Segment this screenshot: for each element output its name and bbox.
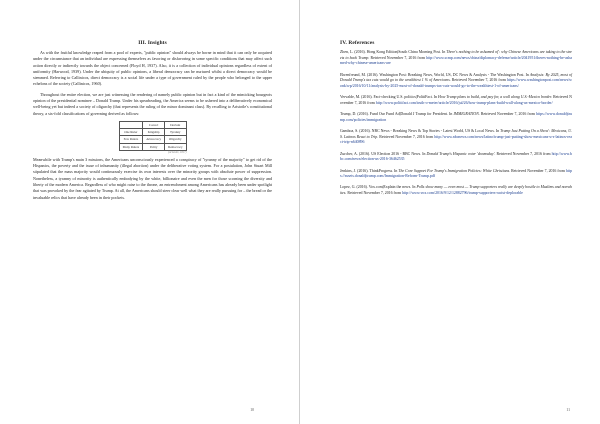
reference-retrieved: Retrieved November 7, 2016 from	[346, 191, 403, 196]
reference-url-link[interactable]: http://www.scmp.com/news/china/diplomacy-defense/article/2041951/theres-nothing-be-ashamed-why-chinese-americans-are	[340, 55, 572, 66]
table-row	[119, 129, 186, 136]
reference-title: The Core Support For Trump's Immigration Policies: White Christians.	[398, 168, 511, 173]
table-caption: (Aristotle, 1817)	[168, 150, 187, 154]
references-heading: IV. References	[340, 40, 375, 46]
reference-entry	[340, 185, 572, 196]
reference-retrieved: Retrieved November 7, 2016 from	[378, 134, 435, 139]
reference-url-link[interactable]: http://www.bbc.com/news/election-us-2016-36462535	[340, 151, 572, 162]
left-page-content	[33, 40, 272, 205]
reference-entry	[340, 169, 572, 180]
table-cell: Polity	[143, 143, 165, 150]
insights-heading: III. Insights	[138, 40, 167, 46]
aristotle-classification-table	[119, 121, 187, 151]
right-page	[300, 0, 600, 424]
reference-url-link[interactable]: http://www.nbcnews.com/news/latino/trump-just-putting-show-mexicans-u-s-latinos-react-trip-n640896	[340, 134, 572, 145]
reference-url-link[interactable]: https://www.washingtonpost.com/news/wonk/wp/2016/10/11/analysis-by-2025-most-of-donald-trumps-tax-cuts-would-go-to-the-wealthiest-1-of-americans/	[340, 78, 572, 89]
reference-retrieved: Retrieved November 7, 2016 from	[340, 95, 572, 105]
reference-source: Ehrenfreund, M. (2016). Washington Post: Breaking News, World, US, DC News & Analysis - The Washington Post. In	[340, 72, 530, 77]
reference-title: There's nothing to be ashamed of': why Chinese Americans are taking to the streets to back Trump.	[340, 50, 573, 60]
table-cell: Correct	[143, 121, 165, 128]
reference-url-link[interactable]: https://assets.donaldjtrump.com/Immigration-Reform-Trump.pdf	[340, 168, 572, 179]
table-cell: One Ruler	[119, 129, 143, 136]
page-number-left: 10	[250, 408, 254, 412]
reference-title: Analysis: By 2025, most of Donald Trump's tax cuts would go to the wealthiest 1 % of Americans.	[340, 72, 573, 83]
insights-paragraph-2: Throughout the entire election, we are just witnessing the rendering of namely public opinion but in fact a kind of the mimicking bourgeois opinion of the presidential nominee – Donald Trump. Under his spearheading, the America seems to be ushered into a deliberatively economical well-being yet but indeed a society of oligarchy (that represents the ruling of the minor dominant class). By recalling to Aristotle's constitutional theory, a six-fold classifications of governing derived as follows:	[33, 91, 272, 116]
reference-entry	[340, 95, 572, 106]
reference-title: Trump Just Putting On a Show': Mexicans, U.S. Latinos React to Trip.	[340, 129, 572, 139]
reference-source: Trump, D. (2016). Fund Our Fund Ad|Donald J Trump for President. In	[340, 112, 454, 117]
table-cell: Oligarchy	[164, 136, 186, 143]
reference-title: How Trump plans to build, and pay for, a wall along U.S.-Mexico border.	[437, 95, 553, 100]
reference-source: Zurcher, A. (2016). US Election 2016 - BBC News. In	[340, 151, 427, 156]
right-page-content	[340, 40, 572, 202]
insights-paragraph-1: As with the fruitful knowledge reaped from a pool of experts, "public opinion" should always be borne in mind that it can only be acquired under the circumstance that an individual are expressing themselves as favoring or disfavoring in some specific conditions that may affect such action directly or indirectly towards the object concerned (Floyd H, 1937). Also, it is a collection of individual opinions regardless of extent of uniformity (Harwood, 1939). Under the ubiquity of public opinions, a liberal democracy can be nurtured whilst a direct democracy would be stemmed. Referring to Callinicos, direct democracy is a social life under a type of government ruled by the people who belonged to the upper echelons of the society (Callinicos, 1960).	[33, 50, 272, 87]
reference-entry	[340, 73, 572, 90]
reference-url-link[interactable]: https://www.donaldjtrump.com/policies/immigration	[340, 112, 572, 122]
reference-retrieved: Retrieved November 7, 2016 from	[495, 151, 552, 156]
reference-url-link[interactable]: http://www.politifact.com/truth-o-meter/article/2016/jul/26/how-trump-plans-build-wall-along-us-mexico-border/	[375, 100, 553, 105]
table-cell: Tyranny	[164, 129, 186, 136]
reference-url-link[interactable]: http://www.vox.com/2016/9/12/12882796/trump-supporters-racist-deplorable	[402, 191, 523, 196]
reference-entry	[340, 129, 572, 146]
reference-entry	[340, 152, 572, 163]
reference-source: Jenkins, J. (2016). ThinkProgress. In	[340, 168, 399, 173]
table-cell: Few Rulers	[119, 136, 143, 143]
table-cell: Aristocracy	[143, 136, 165, 143]
aristotle-table-figure	[119, 121, 187, 154]
table-header-row	[119, 121, 186, 128]
reference-source: Lopez, G. (2016). Vox.com|Explain the news. In	[340, 185, 417, 190]
table-cell: Deviant	[164, 121, 186, 128]
references-list	[340, 50, 572, 197]
reference-source: Zhen, L. (2016). Hong Kong Edition|South China Morning Post. In	[340, 50, 447, 54]
reference-source: Vervalde, M. (2016). Fact-checking U.S. politics|PolitiFact. In	[340, 95, 438, 100]
reference-retrieved: Retrieved November 7, 2016 from	[479, 112, 537, 117]
reference-retrieved: Retrieved November 7, 2016 from	[510, 168, 566, 173]
reference-retrieved: Retrieved November 7, 2016 from	[450, 78, 507, 83]
reference-title: IMMIGRATION.	[453, 112, 480, 117]
reference-title: Donald Trump's Hispanic voter 'doomsday'.	[426, 151, 496, 156]
reference-source: Gamboa, S. (2016). NBC News - Breaking News & Top Stories - Latest World, US & Local News. In	[340, 129, 501, 134]
table-cell: Kingship	[143, 129, 165, 136]
reference-title: Polls show many — even most — Trump supporters really are deeply hostile to Muslims and nonwhites.	[340, 185, 572, 196]
page-number-right: 11	[566, 408, 570, 412]
table-cell	[119, 121, 143, 128]
reference-entry	[340, 50, 572, 67]
table-row	[119, 136, 186, 143]
table-cell: Democracy	[164, 143, 186, 150]
reference-retrieved: Retrieved November 7, 2016 from	[369, 55, 427, 60]
table-cell: Many Rulers	[119, 143, 143, 150]
insights-paragraph-3: Meanwhile with Trump's main 3 missions, the Americans unconsciously experienced a conspiracy of "tyranny of the majority" to get rid of the Hispanics, the poverty and the issue of inhumanity (illegal abortion) under the deliberative voting system. For a postulation, John Stuart Mill stipulated that the mass majority would continuously exercise its own interests over the minority groups with absolute power of suppression. Nonetheless, a tyranny of minority is authentically embodying by the white, billionaire and even the men for those scorning the diversity and liberty of the modern America. Regardless of who might raise to the throne, an entrenchment among Americans has already been under spotlight that was provoked by the fear agitated by Trump. At all, the Americans should steer clear well what they are really pursuing for – the bread or the invaluable relics that have already been in their pockets.	[33, 156, 272, 200]
table-row	[119, 143, 186, 150]
reference-entry	[340, 112, 572, 123]
